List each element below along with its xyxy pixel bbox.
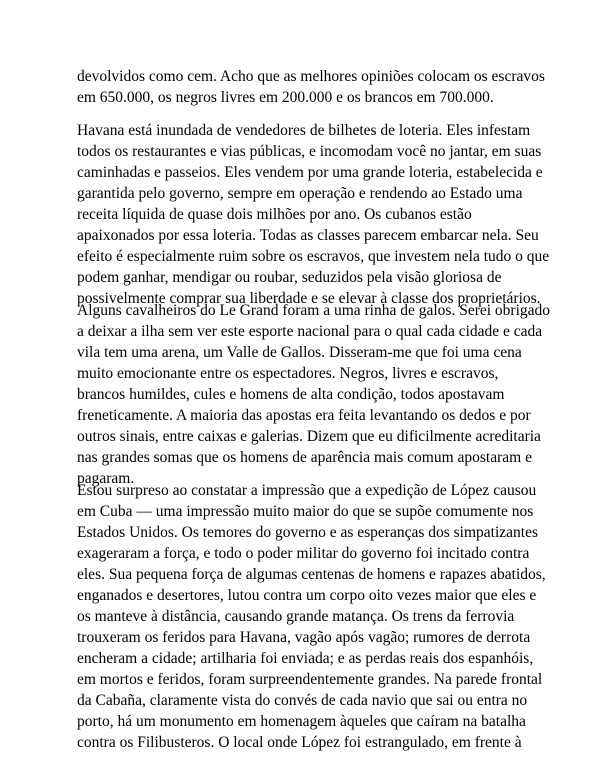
paragraph-line: muito emocionante entre os espectadores. Negros, livres e escravos, xyxy=(77,365,499,382)
paragraph-line: enganados e desertores, lutou contra um corpo oito vezes maior que eles e xyxy=(77,587,537,604)
paragraph-line: Estou surpreso ao constatar a impressão que a expedição de López causou xyxy=(77,482,537,499)
paragraph-line: Estados Unidos. Os temores do governo e as esperanças dos simpatizantes xyxy=(77,524,539,541)
paragraph-line: os manteve à distância, causando grande matança. Os trens da ferrovia xyxy=(77,608,515,625)
paragraph-line: eles. Sua pequena força de algumas centenas de homens e rapazes abatidos, xyxy=(77,566,546,583)
paragraph-1 xyxy=(77,66,545,108)
paragraph-line: em 650.000, os negros livres em 200.000 e os brancos em 700.000. xyxy=(77,89,494,106)
paragraph-line: contra os Filibusteros. O local onde López foi estrangulado, em frente à xyxy=(77,734,522,751)
paragraph-line: exageraram a força, e todo o poder militar do governo foi incitado contra xyxy=(77,545,530,562)
paragraph-3 xyxy=(77,300,551,489)
paragraph-line: Havana está inundada de vendedores de bilhetes de loteria. Eles infestam xyxy=(77,122,531,139)
paragraph-line: apaixonados por essa loteria. Todas as classes parecem embarcar nela. Seu xyxy=(77,227,539,244)
paragraph-line: caminhadas e passeios. Eles vendem por uma grande loteria, estabelecida e xyxy=(77,164,543,181)
paragraph-line: brancos humildes, cules e homens de alta condição, todos apostavam xyxy=(77,386,505,403)
paragraph-line: receita líquida de quase dois milhões por ano. Os cubanos estão xyxy=(77,206,472,223)
paragraph-line: todos os restaurantes e vias públicas, e incomodam você no jantar, em suas xyxy=(77,143,542,160)
paragraph-line: a deixar a ilha sem ver este esporte nacional para o qual cada cidade e cada xyxy=(77,323,543,340)
paragraph-line: devolvidos como cem. Acho que as melhores opiniões colocam os escravos xyxy=(77,68,545,85)
paragraph-line: nas grandes somas que os homens de aparência mais comum apostaram e xyxy=(77,449,532,466)
paragraph-line: trouxeram os feridos para Havana, vagão após vagão; rumores de derrota xyxy=(77,629,531,646)
paragraph-line: podem ganhar, mendigar ou roubar, seduzidos pela visão gloriosa de xyxy=(77,269,502,286)
paragraph-line: vila tem uma arena, um Valle de Gallos. Disseram-me que foi uma cena xyxy=(77,344,522,361)
paragraph-line: encheram a cidade; artilharia foi enviada; e as perdas reais dos espanhóis, xyxy=(77,650,534,667)
paragraph-line: possivelmente comprar sua liberdade e se elevar à classe dos proprietários. xyxy=(77,290,541,307)
paragraph-line: em Cuba — uma impressão muito maior do que se supõe comumente nos xyxy=(77,503,534,520)
paragraph-line: Alguns cavalheiros do Le Grand foram a uma rinha de galos. Serei obrigado xyxy=(77,302,551,319)
paragraph-4 xyxy=(77,480,546,753)
paragraph-line: porto, há um monumento em homenagem àqueles que caíram na batalha xyxy=(77,713,526,730)
paragraph-line: efeito é especialmente ruim sobre os escravos, que investem nela tudo o que xyxy=(77,248,550,265)
paragraph-line: freneticamente. A maioria das apostas era feita levantando os dedos e por xyxy=(77,407,531,424)
paragraph-line: da Cabaña, claramente vista do convés de cada navio que sai ou entra no xyxy=(77,692,528,709)
paragraph-line: em mortos e feridos, foram surpreendentemente grandes. Na parede frontal xyxy=(77,671,543,688)
paragraph-line: pagaram. xyxy=(77,470,135,487)
paragraph-2 xyxy=(77,120,550,309)
paragraph-line: outros sinais, entre caixas e galerias. Dizem que eu dificilmente acreditaria xyxy=(77,428,541,445)
paragraph-line: garantida pelo governo, sempre em operação e rendendo ao Estado uma xyxy=(77,185,523,202)
